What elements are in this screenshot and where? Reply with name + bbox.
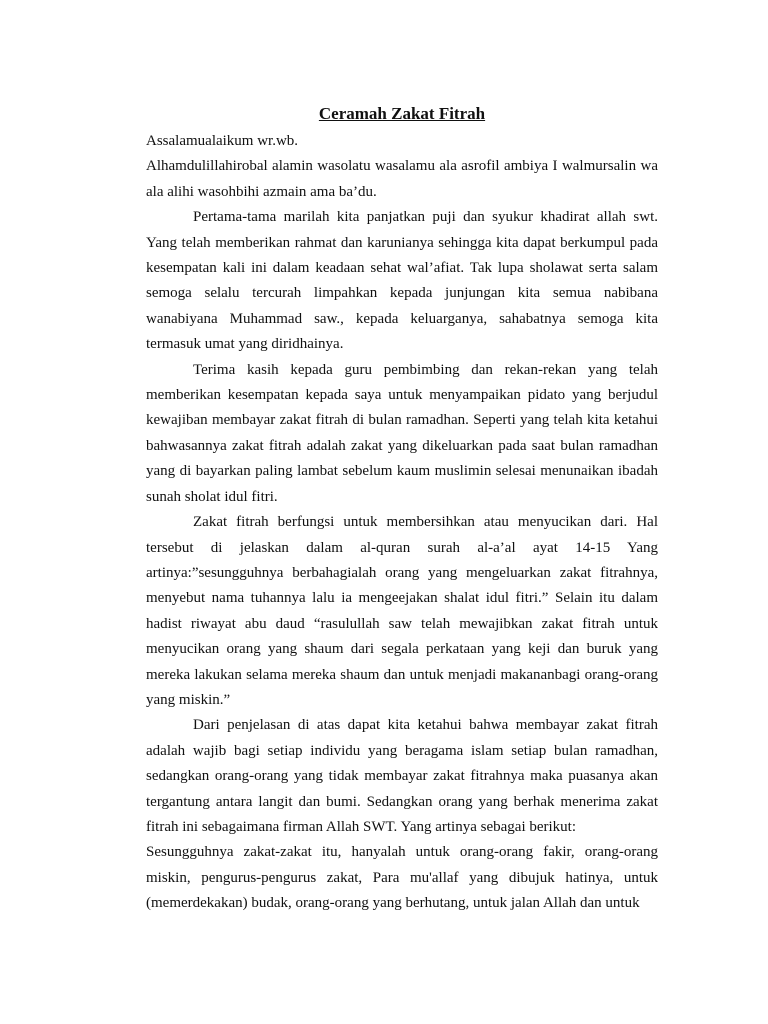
greeting: Assalamualaikum wr.wb. (146, 133, 299, 149)
document-body (146, 103, 658, 917)
opening-prayer: Alhamdulillahirobal alamin wasolatu wasalamu ala asrofil ambiya I walmursalin wa ala alihi wasohbihi azmain ama ba’du. (146, 158, 658, 200)
quran-quote: Sesungguhnya zakat-zakat itu, hanyalah untuk orang-orang fakir, orang-orang miskin, pengurus-pengurus zakat, Para mu'allaf yang dibujuk hatinya, untuk (memerdekakan) budak, orang-orang yang berhutang, untuk jalan Allah dan untuk (146, 844, 658, 912)
document-title: Ceramah Zakat Fitrah (318, 104, 486, 123)
paragraph-function: Zakat fitrah berfungsi untuk membersihkan atau menyucikan dari. Hal tersebut di jelaskan dalam al-quran surah al-a’al ayat 14-15 Yang artinya:”sesungguhnya berbahagialah orang yang mengeluarkan zakat fitrahnya, menyebut nama tuhannya lalu ia mengeejakan shalat idul fitri.” Selain itu dalam hadist riwayat abu daud “rasulullah saw telah mewajibkan zakat fitrah untuk menyucikan orang yang shaum dari segala perkataan yang keji dan buruk yang mereka lakukan selama mereka shaum dan untuk menjadi makananbagi orang-orang yang miskin.” (146, 514, 658, 708)
paragraph-thanks: Terima kasih kepada guru pembimbing dan rekan-rekan yang telah memberikan kesempatan kepada saya untuk menyampaikan pidato yang berjudul kewajiban membayar zakat fitrah di bulan ramadhan. Seperti yang telah kita ketahui bahwasannya zakat fitrah adalah zakat yang dikeluarkan pada saat bulan ramadhan yang di bayarkan paling lambat sebelum kaum muslimin selesai menunaikan ibadah sunah sholat idul fitri. (146, 361, 658, 505)
paragraph-praise: Pertama-tama marilah kita panjatkan puji dan syukur khadirat allah swt. Yang telah memberikan rahmat dan karunianya sehingga kita dapat berkumpul pada kesempatan kali ini dalam keadaan sehat wal’afiat. Tak lupa sholawat serta salam semoga selalu tercurah limpahkan kepada junjungan kita semua nabibana wanabiyana Muhammad saw., kepada keluarganya, sahabatnya semoga kita termasuk umat yang diridhainya. (146, 209, 658, 353)
paragraph-obligation: Dari penjelasan di atas dapat kita ketahui bahwa membayar zakat fitrah adalah wajib bagi setiap individu yang beragama islam setiap bulan ramadhan, sedangkan orang-orang yang tidak membayar zakat fitrahnya maka puasanya akan tergantung antara langit dan bumi. Sedangkan orang yang berhak menerima zakat fitrah ini sebagaimana firman Allah SWT. Yang artinya sebagai berikut: (146, 717, 658, 835)
